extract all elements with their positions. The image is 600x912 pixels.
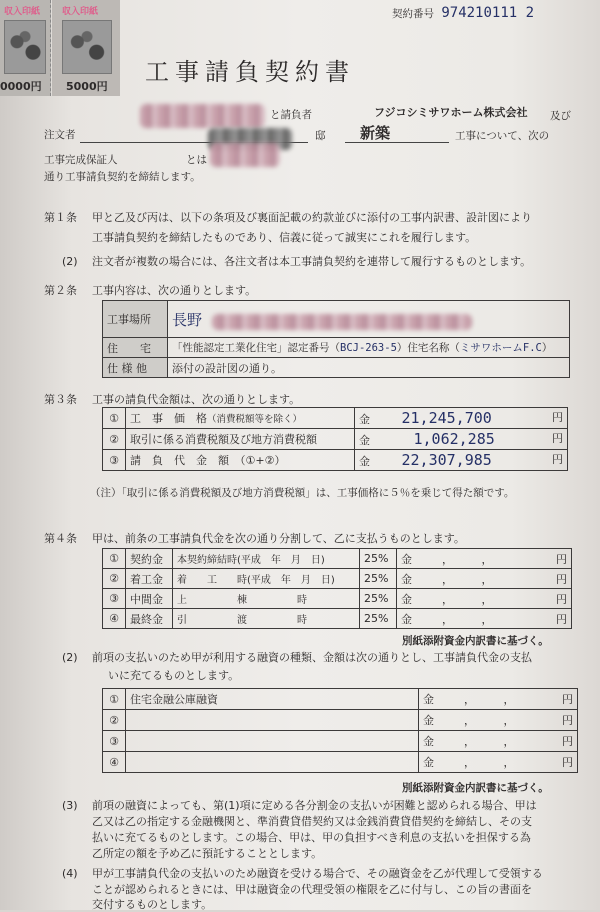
table-row xyxy=(103,549,572,569)
yen-unit: 円 xyxy=(562,756,573,769)
table-row xyxy=(103,731,578,752)
revenue-stamp-right xyxy=(52,0,120,96)
payment-percent: 25% xyxy=(360,549,397,569)
row-head: 工事場所 xyxy=(103,301,168,338)
article-1-sub-text: 注文者が複数の場合には、各注文者は本工事請負契約を連帯して履行するものとします。 xyxy=(92,255,532,268)
yen-unit: 円 xyxy=(556,572,567,586)
table-row xyxy=(103,710,578,731)
yen-unit: 円 xyxy=(556,592,567,606)
yen-label: 金 xyxy=(359,434,370,447)
loan-amount: 金 ， ， 円 xyxy=(419,731,578,752)
orderer-label: 注文者 xyxy=(44,129,76,141)
row-number: ① xyxy=(103,408,126,429)
price-item xyxy=(126,408,355,429)
document-title: 工事請負契約書 xyxy=(145,58,355,86)
article-4-sub3-line: 乙又は乙の指定する金融機関と、準消費貸借契約又は金銭消費貸借契約を締結し、その支 xyxy=(92,815,532,828)
amount-value: 1,062,285 xyxy=(413,430,495,448)
article-4-sub3-line: 前項の融資によっても、第(1)項に定める各分割金の支払いが困難と認められる場合、甲は xyxy=(92,799,537,812)
payment-timing: 本契約締結時(平成 年 月 日) xyxy=(173,549,360,569)
table-row xyxy=(103,569,572,589)
payment-name: 着工金 xyxy=(126,569,173,589)
article-1-text1: 甲と乙及び丙は、以下の条項及び裏面記載の約款並びに添付の工事内訳書、設計図により xyxy=(92,211,532,224)
amount-value: 21,245,700 xyxy=(401,409,492,427)
article-4-sub4-line: 甲が工事請負代金の支払いのため融資を受ける場合で、その融資金を乙が代理して受領する xyxy=(92,867,543,880)
yen-label: 金 xyxy=(401,612,412,626)
dept-label: 邸 xyxy=(315,130,326,142)
table-row xyxy=(103,589,572,609)
loan-name xyxy=(126,752,419,773)
article-1-sub-label: (2) xyxy=(62,255,78,268)
work-site-cell xyxy=(168,301,570,338)
house-name-label: ）住宅名称 xyxy=(396,342,450,354)
article-4-sub3-line: 払いに充てるものとします。この場合、甲は、甲の負担すべき利息の支払いを担保する為 xyxy=(92,831,531,844)
article-2-label: 第２条 xyxy=(44,284,77,297)
work-type: 新築 xyxy=(360,124,391,142)
loan-note: 別紙添附資金内訳書に基づく。 xyxy=(402,782,549,794)
yen-label: 金 xyxy=(423,735,434,748)
row-number: ① xyxy=(103,689,126,710)
article-4-label: 第４条 xyxy=(44,532,77,545)
yen-unit: 円 xyxy=(552,432,563,445)
guarantor-label: 工事完成保証人 xyxy=(44,154,118,166)
yen-unit: 円 xyxy=(552,411,563,424)
article-1-label: 第１条 xyxy=(44,211,77,224)
article-4-sub4-line: 交付するものとします。 xyxy=(92,898,213,911)
price-amount xyxy=(355,450,568,471)
price-item-note: （消費税額等を除く） xyxy=(207,414,303,425)
row-number: ② xyxy=(103,710,126,731)
stamp-seal-icon xyxy=(4,20,46,74)
stamp-value: 0000円 xyxy=(0,80,42,93)
stamp-value: 5000円 xyxy=(66,80,108,93)
row-number: ③ xyxy=(103,589,126,609)
article-3-label: 第３条 xyxy=(44,393,77,406)
article-4-sub3-line: 乙所定の額を予め乙に預託することとします。 xyxy=(92,847,323,860)
cert-number: BCJ-263-5 xyxy=(340,342,397,354)
yen-label: 金 xyxy=(401,552,412,566)
table-row xyxy=(103,338,570,358)
article-4-sub2-text1: 前項の支払いのため甲が利用する融資の種類、金額は次の通りとし、工事請負代金の支払 xyxy=(92,651,532,664)
row-number: ④ xyxy=(103,752,126,773)
yen-label: 金 xyxy=(423,714,434,727)
header-and: 及び xyxy=(550,110,571,122)
loan-name xyxy=(126,710,419,731)
payment-name: 契約金 xyxy=(126,549,173,569)
payment-percent: 25% xyxy=(360,609,397,629)
price-footnote: （注）「取引に係る消費税額及び地方消費税額」は、工事価格に５％を乗じて得た額です。 xyxy=(90,487,515,499)
amount-value: 22,307,985 xyxy=(401,451,492,469)
loan-amount: 金 ， ， 円 xyxy=(419,752,578,773)
table-row xyxy=(103,450,568,471)
row-number: ③ xyxy=(103,450,126,471)
row-number: ① xyxy=(103,549,126,569)
yen-unit: 円 xyxy=(562,714,573,727)
header-line2: 通り工事請負契約を締結します。 xyxy=(44,171,201,183)
payment-amount: 金 ， ， 円 xyxy=(397,609,572,629)
article-1-text2: 工事請負契約を締結したものであり、信義に従って誠実にこれを履行します。 xyxy=(92,231,477,244)
price-amount xyxy=(355,408,568,429)
table-row xyxy=(103,752,578,773)
article-4-sub4-label: (4) xyxy=(62,867,78,880)
price-item: 取引に係る消費税額及び地方消費税額 xyxy=(126,429,355,450)
yen-unit: 円 xyxy=(552,453,563,466)
yen-unit: 円 xyxy=(562,693,573,706)
yen-label: 金 xyxy=(359,413,370,426)
stamp-label: 収入印紙 xyxy=(62,7,99,17)
contract-number xyxy=(392,5,534,21)
row-head: 住 宅 xyxy=(103,338,168,358)
price-item-label: 工 事 価 格 xyxy=(130,412,207,425)
article-4-text: 甲は、前条の工事請負代金を次の通り分割して、乙に支払うものとします。 xyxy=(92,532,465,545)
payment-percent: 25% xyxy=(360,569,397,589)
spec-cell: 添付の設計図の通り。 xyxy=(168,358,570,378)
house-cert-label: 「性能認定工業化住宅」認定番号 xyxy=(172,342,330,354)
article-2-text: 工事内容は、次の通りとします。 xyxy=(92,284,257,297)
article-4-sub2-text2: いに充てるものとします。 xyxy=(108,669,240,682)
yen-label: 金 xyxy=(401,592,412,606)
article-4-sub4-line: ことが認められるときには、甲は融資金の代理受領の権限を乙に付与し、この旨の書面を xyxy=(92,883,532,896)
loan-name xyxy=(126,731,419,752)
table-row xyxy=(103,689,578,710)
contractor-prefix: と請負者 xyxy=(270,109,312,121)
stamp-seal-icon xyxy=(62,20,112,74)
payment-percent: 25% xyxy=(360,589,397,609)
row-number: ③ xyxy=(103,731,126,752)
article-3-text: 工事の請負代金額は、次の通りとします。 xyxy=(92,393,301,406)
payment-amount: 金 ， ， 円 xyxy=(397,589,572,609)
work-type-underline xyxy=(345,142,449,143)
payment-name: 最終金 xyxy=(126,609,173,629)
table-row xyxy=(103,609,572,629)
payment-timing: 上 棟 時 xyxy=(173,589,360,609)
yen-label: 金 xyxy=(423,693,434,706)
table-row xyxy=(103,429,568,450)
article-4-sub2-label: (2) xyxy=(62,651,78,664)
house-name: ミサワホームF.C xyxy=(459,342,542,354)
stamp-label: 収入印紙 xyxy=(4,7,41,17)
header-line1-end: 工事について、次の xyxy=(455,130,550,142)
table-row xyxy=(103,358,570,378)
payment-name: 中間金 xyxy=(126,589,173,609)
price-item: 請 負 代 金 額 （①+②） xyxy=(126,450,355,471)
price-amount xyxy=(355,429,568,450)
row-number: ② xyxy=(103,569,126,589)
contract-number-value: 974210111 2 xyxy=(441,5,535,21)
payment-amount: 金 ， ， 円 xyxy=(397,569,572,589)
yen-unit: 円 xyxy=(562,735,573,748)
house-cell: 「性能認定工業化住宅」認定番号（BCJ-263-5）住宅名称（ミサワホームF.C） xyxy=(168,338,570,358)
redacted-guarantor xyxy=(210,143,280,167)
table-row xyxy=(103,301,570,338)
payment-timing: 引 渡 時 xyxy=(173,609,360,629)
row-number: ② xyxy=(103,429,126,450)
yen-label: 金 xyxy=(423,756,434,769)
article-4-sub3-label: (3) xyxy=(62,799,78,812)
yen-unit: 円 xyxy=(556,612,567,626)
contract-number-label: 契約番号 xyxy=(392,8,434,20)
redacted-address xyxy=(212,314,472,330)
loan-table xyxy=(102,688,578,773)
row-number: ④ xyxy=(103,609,126,629)
guarantor-to: とは xyxy=(186,154,207,166)
loan-amount: 金 ， ， 円 xyxy=(419,710,578,731)
row-head: 仕 様 他 xyxy=(103,358,168,378)
loan-name: 住宅金融公庫融資 xyxy=(126,689,419,710)
work-content-table xyxy=(102,300,570,378)
payment-note: 別紙添附資金内訳書に基づく。 xyxy=(402,635,549,647)
revenue-stamp-left xyxy=(0,0,51,96)
payment-amount: 金 ， ， 円 xyxy=(397,549,572,569)
work-site-value: 長野 xyxy=(172,310,203,329)
redacted-orderer-name xyxy=(140,104,265,128)
price-table xyxy=(102,407,568,471)
payment-table xyxy=(102,548,572,629)
loan-amount: 金 ， ， 円 xyxy=(419,689,578,710)
yen-label: 金 xyxy=(401,572,412,586)
contractor-name: フジコシミサワホーム株式会社 xyxy=(374,106,528,119)
yen-label: 金 xyxy=(359,455,370,468)
table-row xyxy=(103,408,568,429)
yen-unit: 円 xyxy=(556,552,567,566)
payment-timing: 着 工 時(平成 年 月 日) xyxy=(173,569,360,589)
